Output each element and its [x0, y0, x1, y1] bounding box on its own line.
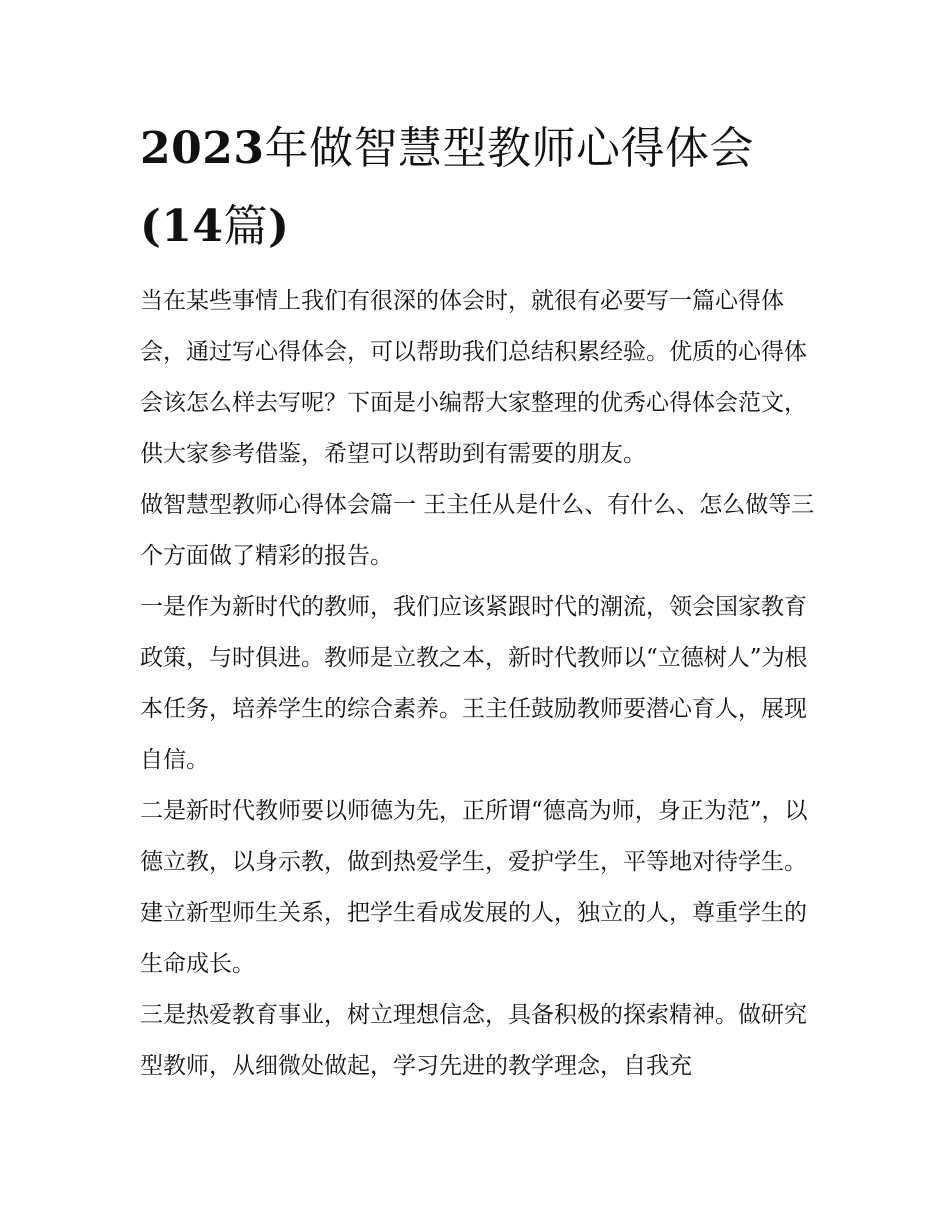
- title-count-open: (14: [140, 201, 224, 252]
- section-one-paragraph: 做智慧型教师心得体会篇一 王主任从是什么、有什么、怎么做等三个方面做了精彩的报告。: [140, 492, 815, 569]
- intro-paragraph: 当在某些事情上我们有很深的体会时，就很有必要写一篇心得体会，通过写心得体会，可以帮助我们总结积累经验。优质的心得体会该怎么样去写呢？下面是小编帮大家整理的优秀心得体会范文，供大家参考借鉴，希望可以帮助到有需要的朋友。: [140, 288, 807, 467]
- title-text: 年做智慧型教师心得体会: [264, 123, 754, 174]
- title-year: 2023: [140, 123, 265, 174]
- document-content: [140, 110, 820, 1092]
- title-count-unit: 篇: [223, 201, 269, 252]
- title-count-close: ): [268, 201, 290, 252]
- document-body: [140, 276, 820, 1092]
- point-one-paragraph: 一是作为新时代的教师，我们应该紧跟时代的潮流，领会国家教育政策，与时俱进。教师是立教之本，新时代教师以“立德树人”为根本任务，培养学生的综合素养。王主任鼓励教师要潜心育人，展现自信。: [140, 594, 808, 773]
- point-two-paragraph: 二是新时代教师要以师德为先，正所谓“德高为师，身正为范”，以德立教，以身示教，做到热爱学生，爱护学生，平等地对待学生。建立新型师生关系，把学生看成发展的人，独立的人，尊重学生的生命成长。: [140, 798, 808, 977]
- point-three-paragraph: 三是热爱教育事业，树立理想信念，具备积极的探索精神。做研究型教师，从细微处做起，学习先进的教学理念，自我充: [140, 1002, 807, 1079]
- document-title: [140, 110, 820, 266]
